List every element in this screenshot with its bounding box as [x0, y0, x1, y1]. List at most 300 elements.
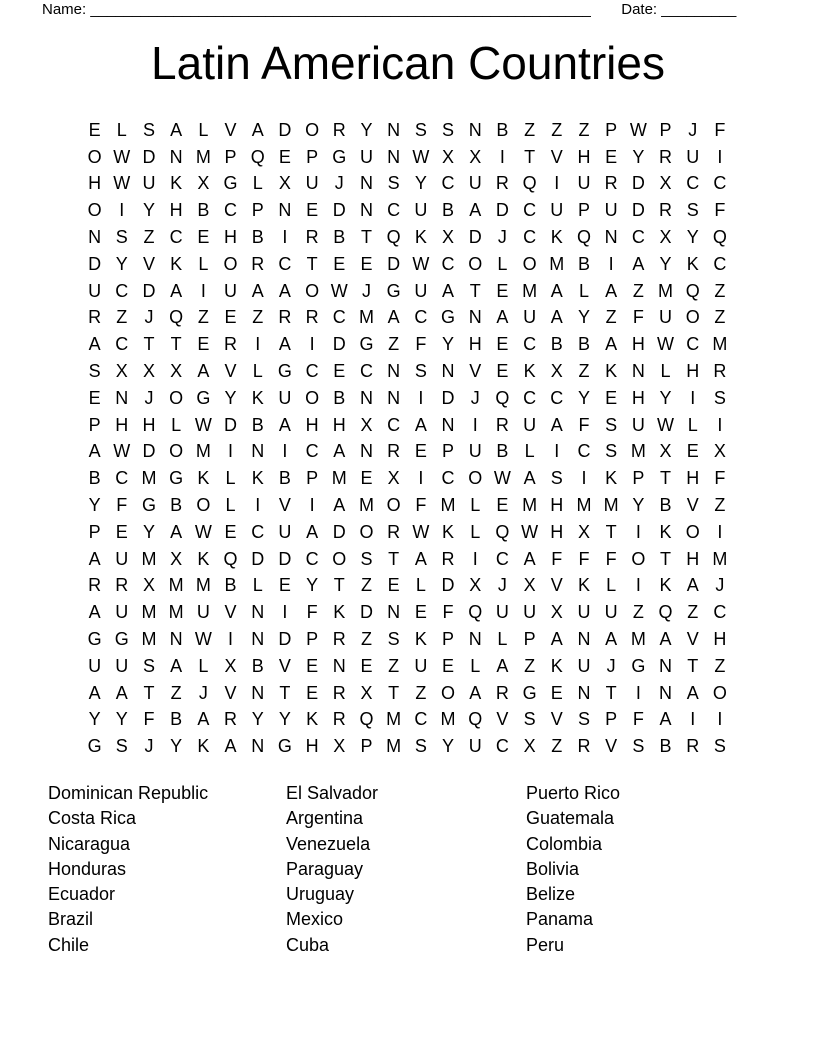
grid-letter-r4c12: C: [387, 200, 401, 221]
grid-letter-r2c16: I: [499, 146, 505, 167]
grid-letter-r2c17: T: [524, 146, 536, 167]
grid-letter-r6c1: D: [88, 253, 102, 274]
grid-letter-r3c17: Q: [522, 173, 537, 194]
grid-letter-r8c7: Z: [252, 307, 264, 328]
grid-letter-r11c18: C: [550, 387, 564, 408]
grid-letter-r14c12: X: [387, 468, 400, 489]
grid-letter-r23c21: F: [632, 709, 644, 730]
grid-letter-r22c12: T: [388, 682, 400, 703]
grid-letter-r2c5: M: [195, 146, 211, 167]
grid-letter-r22c18: E: [550, 682, 563, 703]
grid-letter-r20c11: Z: [360, 629, 372, 650]
grid-letter-r10c20: K: [605, 361, 618, 382]
grid-letter-r16c2: E: [115, 521, 128, 542]
grid-letter-r9c16: E: [496, 334, 509, 355]
grid-letter-r21c15: L: [470, 655, 481, 676]
grid-letter-r14c13: I: [418, 468, 424, 489]
grid-letter-r12c7: B: [251, 414, 264, 435]
grid-letter-r19c6: V: [224, 602, 237, 623]
grid-letter-r10c5: A: [197, 361, 210, 382]
grid-letter-r18c16: J: [497, 575, 507, 596]
grid-letter-r7c16: E: [496, 280, 509, 301]
grid-letter-r6c7: R: [251, 253, 265, 274]
grid-letter-r24c18: Z: [551, 736, 563, 757]
grid-letter-r19c4: M: [168, 602, 184, 623]
grid-letter-r11c13: I: [418, 387, 424, 408]
grid-letter-r17c5: K: [197, 548, 210, 569]
grid-letter-r16c21: I: [635, 521, 641, 542]
grid-letter-r7c15: T: [469, 280, 481, 301]
grid-letter-r6c5: L: [198, 253, 209, 274]
grid-letter-r15c2: F: [116, 495, 128, 516]
grid-letter-r5c5: E: [197, 227, 210, 248]
grid-letter-r22c8: T: [279, 682, 291, 703]
grid-letter-r22c7: N: [251, 682, 265, 703]
grid-letter-r6c15: O: [468, 253, 483, 274]
grid-letter-r5c23: Y: [686, 227, 699, 248]
grid-letter-r10c10: E: [333, 361, 346, 382]
grid-letter-r9c10: D: [332, 334, 346, 355]
grid-letter-r13c16: B: [496, 441, 509, 462]
grid-letter-r6c8: C: [278, 253, 292, 274]
grid-letter-r12c19: F: [578, 414, 590, 435]
grid-letter-r5c7: B: [251, 227, 264, 248]
grid-letter-r15c9: I: [309, 495, 315, 516]
date-blank-line: _________: [661, 1, 737, 18]
grid-letter-r21c6: X: [224, 655, 237, 676]
grid-letter-r18c23: A: [686, 575, 699, 596]
grid-letter-r20c22: A: [659, 629, 672, 650]
grid-letter-r24c6: A: [224, 736, 237, 757]
grid-letter-r24c7: N: [251, 736, 265, 757]
grid-letter-r23c14: M: [440, 709, 456, 730]
grid-letter-r3c14: C: [441, 173, 455, 194]
grid-letter-r2c7: Q: [250, 146, 265, 167]
grid-letter-r1c18: Z: [551, 119, 563, 140]
grid-letter-r18c11: Z: [360, 575, 372, 596]
grid-letter-r17c8: D: [278, 548, 292, 569]
grid-letter-r13c22: X: [659, 441, 672, 462]
grid-letter-r8c5: Z: [197, 307, 209, 328]
grid-letter-r20c4: N: [169, 629, 183, 650]
word-list-item: Dominican Republic: [48, 783, 209, 803]
grid-letter-r17c11: S: [360, 548, 373, 569]
grid-letter-r2c6: P: [224, 146, 237, 167]
grid-letter-r18c20: L: [606, 575, 617, 596]
grid-letter-r2c15: X: [469, 146, 482, 167]
grid-letter-r6c12: D: [387, 253, 401, 274]
grid-letter-r9c19: B: [577, 334, 590, 355]
grid-letter-r21c13: U: [414, 655, 428, 676]
grid-letter-r15c10: A: [333, 495, 346, 516]
grid-letter-r12c6: D: [224, 414, 238, 435]
grid-letter-r1c20: P: [605, 119, 618, 140]
grid-letter-r20c17: P: [523, 629, 536, 650]
grid-letter-r16c15: L: [470, 521, 481, 542]
grid-letter-r19c18: X: [550, 602, 563, 623]
grid-letter-r21c23: T: [687, 655, 699, 676]
grid-letter-r18c17: X: [523, 575, 536, 596]
word-list-item: Panama: [526, 909, 594, 930]
grid-letter-r19c7: N: [251, 602, 265, 623]
grid-letter-r24c8: G: [277, 736, 292, 757]
grid-letter-r23c9: K: [306, 709, 319, 730]
grid-letter-r16c23: O: [685, 521, 700, 542]
grid-letter-r15c19: M: [576, 495, 592, 516]
grid-letter-r6c24: C: [713, 253, 727, 274]
grid-letter-r16c20: T: [605, 521, 617, 542]
grid-letter-r16c5: W: [194, 521, 212, 542]
word-list-item: Bolivia: [526, 858, 580, 879]
grid-letter-r12c4: L: [171, 414, 182, 435]
grid-letter-r23c7: Y: [251, 709, 264, 730]
grid-letter-r19c16: U: [495, 602, 509, 623]
grid-letter-r18c4: M: [168, 575, 184, 596]
grid-letter-r6c4: K: [170, 253, 183, 274]
grid-letter-r2c24: I: [717, 146, 723, 167]
name-blank-line: ____________________________________________________________: [90, 1, 591, 18]
grid-letter-r17c14: R: [441, 548, 455, 569]
grid-letter-r3c5: X: [197, 173, 210, 194]
grid-letter-r4c15: A: [469, 200, 482, 221]
grid-letter-r9c7: I: [255, 334, 261, 355]
grid-letter-r22c2: A: [115, 682, 128, 703]
grid-letter-r8c2: Z: [116, 307, 128, 328]
grid-letter-r16c12: R: [387, 521, 401, 542]
grid-letter-r9c22: W: [657, 334, 675, 355]
grid-letter-r11c21: H: [631, 387, 645, 408]
grid-letter-r15c8: V: [278, 495, 291, 516]
word-list-item: Puerto Rico: [526, 783, 621, 803]
grid-letter-r12c15: I: [472, 414, 478, 435]
grid-letter-r22c3: T: [143, 682, 155, 703]
grid-letter-r15c22: B: [659, 495, 672, 516]
grid-letter-r16c13: W: [412, 521, 430, 542]
grid-letter-r13c2: W: [113, 441, 131, 462]
grid-letter-r14c23: H: [686, 468, 700, 489]
grid-letter-r1c22: P: [659, 119, 672, 140]
grid-letter-r19c24: C: [713, 602, 727, 623]
grid-letter-r20c15: N: [468, 629, 482, 650]
grid-letter-r12c23: L: [687, 414, 698, 435]
grid-letter-r21c5: L: [198, 655, 209, 676]
grid-letter-r23c1: Y: [88, 709, 101, 730]
grid-letter-r16c17: W: [521, 521, 539, 542]
word-list-item: Honduras: [48, 858, 127, 879]
grid-letter-r11c7: K: [251, 387, 264, 408]
grid-letter-r21c3: S: [142, 655, 155, 676]
grid-letter-r20c23: V: [686, 629, 699, 650]
grid-letter-r12c16: R: [495, 414, 509, 435]
grid-letter-r11c10: B: [333, 387, 346, 408]
grid-letter-r2c23: U: [686, 146, 700, 167]
grid-letter-r10c23: H: [686, 361, 700, 382]
grid-letter-r2c18: V: [550, 146, 563, 167]
grid-letter-r24c14: Y: [442, 736, 455, 757]
grid-letter-r13c8: I: [282, 441, 288, 462]
grid-letter-r12c21: U: [631, 414, 645, 435]
grid-letter-r18c19: K: [577, 575, 590, 596]
grid-letter-r24c2: S: [115, 736, 128, 757]
grid-letter-r19c12: N: [387, 602, 401, 623]
grid-letter-r24c19: R: [577, 736, 591, 757]
grid-letter-r11c15: J: [470, 387, 480, 408]
grid-letter-r21c22: N: [659, 655, 673, 676]
grid-letter-r20c21: M: [630, 629, 646, 650]
grid-letter-r4c2: I: [119, 200, 125, 221]
grid-letter-r13c19: C: [577, 441, 591, 462]
grid-letter-r4c22: R: [659, 200, 673, 221]
grid-letter-r1c21: W: [629, 119, 647, 140]
grid-letter-r16c6: E: [224, 521, 237, 542]
grid-letter-r9c6: R: [224, 334, 238, 355]
grid-letter-r8c18: A: [550, 307, 563, 328]
grid-letter-r23c20: P: [605, 709, 618, 730]
grid-letter-r7c5: I: [200, 280, 206, 301]
grid-letter-r2c14: X: [442, 146, 455, 167]
grid-letter-r11c20: E: [605, 387, 618, 408]
grid-letter-r13c9: C: [305, 441, 319, 462]
grid-letter-r11c16: Q: [495, 387, 510, 408]
grid-letter-r1c5: L: [198, 119, 209, 140]
grid-letter-r5c8: I: [282, 227, 288, 248]
grid-letter-r8c8: R: [278, 307, 292, 328]
grid-letter-r11c12: N: [387, 387, 401, 408]
grid-letter-r7c22: M: [658, 280, 674, 301]
word-list-item: Costa Rica: [48, 808, 137, 829]
grid-letter-r17c1: A: [88, 548, 101, 569]
grid-letter-r18c13: L: [415, 575, 426, 596]
word-list-item: Venezuela: [286, 833, 371, 854]
grid-letter-r24c10: X: [333, 736, 346, 757]
grid-letter-r21c2: U: [115, 655, 129, 676]
grid-letter-r19c2: U: [115, 602, 129, 623]
grid-letter-r11c1: E: [88, 387, 101, 408]
grid-letter-r4c1: O: [87, 200, 102, 221]
grid-letter-r21c7: B: [251, 655, 264, 676]
grid-letter-r6c17: O: [522, 253, 537, 274]
grid-letter-r16c22: K: [659, 521, 672, 542]
grid-letter-r24c17: X: [523, 736, 536, 757]
grid-letter-r14c24: F: [714, 468, 726, 489]
grid-letter-r23c4: B: [170, 709, 183, 730]
grid-letter-r7c13: U: [414, 280, 428, 301]
grid-letter-r20c20: A: [605, 629, 618, 650]
grid-letter-r20c18: A: [550, 629, 563, 650]
grid-letter-r15c3: G: [141, 495, 156, 516]
grid-letter-r14c22: T: [660, 468, 672, 489]
grid-letter-r12c11: X: [360, 414, 373, 435]
grid-letter-r19c14: F: [442, 602, 454, 623]
grid-letter-r5c22: X: [659, 227, 672, 248]
grid-letter-r14c9: P: [306, 468, 319, 489]
grid-letter-r14c19: I: [581, 468, 587, 489]
grid-letter-r9c12: Z: [388, 334, 400, 355]
grid-letter-r22c22: N: [659, 682, 673, 703]
grid-letter-r20c8: D: [278, 629, 292, 650]
grid-letter-r9c9: I: [309, 334, 315, 355]
grid-letter-r20c19: N: [577, 629, 591, 650]
grid-letter-r13c23: E: [686, 441, 699, 462]
grid-letter-r10c22: L: [660, 361, 671, 382]
grid-letter-r9c4: T: [170, 334, 182, 355]
page-title: Latin American Countries: [151, 37, 665, 89]
grid-letter-r14c11: E: [360, 468, 373, 489]
word-list-item: Ecuador: [48, 884, 116, 905]
grid-letter-r5c13: K: [414, 227, 427, 248]
grid-letter-r12c20: S: [605, 414, 618, 435]
grid-letter-r24c22: B: [659, 736, 672, 757]
grid-letter-r18c8: E: [278, 575, 291, 596]
grid-letter-r3c20: R: [604, 173, 618, 194]
grid-letter-r3c4: K: [170, 173, 183, 194]
grid-letter-r6c18: M: [549, 253, 565, 274]
grid-letter-r21c24: Z: [714, 655, 726, 676]
grid-letter-r17c20: F: [605, 548, 617, 569]
grid-letter-r15c21: Y: [632, 495, 645, 516]
grid-letter-r1c23: J: [688, 119, 698, 140]
grid-letter-r23c2: Y: [115, 709, 128, 730]
word-list-item: Guatemala: [526, 808, 615, 829]
grid-letter-r23c6: R: [224, 709, 238, 730]
grid-letter-r23c19: S: [577, 709, 590, 730]
grid-letter-r1c24: F: [714, 119, 726, 140]
grid-letter-r1c13: S: [414, 119, 427, 140]
grid-letter-r9c3: T: [143, 334, 155, 355]
grid-letter-r16c24: I: [717, 521, 723, 542]
grid-letter-r2c4: N: [169, 146, 183, 167]
grid-letter-r15c24: Z: [714, 495, 726, 516]
grid-letter-r23c11: Q: [359, 709, 374, 730]
grid-letter-r20c13: K: [414, 629, 427, 650]
grid-letter-r18c15: X: [469, 575, 482, 596]
grid-letter-r22c23: A: [686, 682, 699, 703]
grid-letter-r12c18: A: [550, 414, 563, 435]
grid-letter-r15c17: M: [522, 495, 538, 516]
grid-letter-r13c15: U: [468, 441, 482, 462]
grid-letter-r22c10: R: [332, 682, 346, 703]
grid-letter-r24c4: Y: [170, 736, 183, 757]
grid-letter-r13c14: P: [442, 441, 455, 462]
grid-letter-r4c8: N: [278, 200, 292, 221]
grid-letter-r22c9: E: [306, 682, 319, 703]
grid-letter-r4c6: C: [224, 200, 238, 221]
grid-letter-r3c1: H: [88, 173, 102, 194]
grid-letter-r10c18: X: [550, 361, 563, 382]
grid-letter-r17c6: Q: [223, 548, 238, 569]
grid-letter-r1c3: S: [142, 119, 155, 140]
grid-letter-r4c3: Y: [142, 200, 155, 221]
grid-letter-r2c1: O: [87, 146, 102, 167]
grid-letter-r10c13: S: [414, 361, 427, 382]
grid-letter-r15c20: M: [603, 495, 619, 516]
grid-letter-r23c23: I: [690, 709, 696, 730]
grid-letter-r1c7: A: [251, 119, 264, 140]
name-label: Name:: [42, 1, 87, 18]
grid-letter-r16c3: Y: [142, 521, 155, 542]
grid-letter-r5c19: Q: [576, 227, 591, 248]
grid-letter-r13c3: D: [142, 441, 156, 462]
grid-letter-r17c15: I: [472, 548, 478, 569]
grid-letter-r4c16: D: [495, 200, 509, 221]
grid-letter-r2c3: D: [142, 146, 156, 167]
grid-letter-r9c14: Y: [442, 334, 455, 355]
grid-letter-r7c12: G: [386, 280, 401, 301]
grid-letter-r3c12: S: [387, 173, 400, 194]
grid-letter-r21c8: V: [278, 655, 291, 676]
grid-letter-r20c5: W: [194, 629, 212, 650]
grid-letter-r12c9: H: [305, 414, 319, 435]
grid-letter-r3c9: U: [305, 173, 319, 194]
grid-letter-r20c6: I: [228, 629, 234, 650]
grid-letter-r7c7: A: [251, 280, 264, 301]
grid-letter-r13c11: N: [359, 441, 373, 462]
word-list-item: Uruguay: [286, 884, 355, 905]
grid-letter-r21c11: E: [360, 655, 373, 676]
grid-letter-r4c11: N: [359, 200, 373, 221]
grid-letter-r11c5: G: [196, 387, 211, 408]
grid-letter-r3c24: C: [713, 173, 727, 194]
grid-letter-r12c3: H: [142, 414, 156, 435]
grid-letter-r24c24: S: [713, 736, 726, 757]
grid-letter-r4c5: B: [197, 200, 210, 221]
grid-letter-r3c15: U: [468, 173, 482, 194]
grid-letter-r20c9: P: [306, 629, 319, 650]
grid-letter-r22c16: R: [495, 682, 509, 703]
grid-letter-r8c19: Y: [577, 307, 590, 328]
grid-letter-r5c10: B: [333, 227, 346, 248]
grid-letter-r2c8: E: [278, 146, 291, 167]
grid-letter-r10c1: S: [88, 361, 101, 382]
grid-letter-r3c8: X: [278, 173, 291, 194]
grid-letter-r8c9: R: [305, 307, 319, 328]
grid-letter-r15c6: L: [225, 495, 236, 516]
grid-letter-r19c23: Z: [687, 602, 699, 623]
grid-letter-r17c3: M: [141, 548, 157, 569]
grid-letter-r11c8: U: [278, 387, 292, 408]
grid-letter-r21c9: E: [306, 655, 319, 676]
grid-letter-r6c3: V: [142, 253, 155, 274]
grid-letter-r9c21: H: [631, 334, 645, 355]
grid-letter-r6c20: I: [608, 253, 614, 274]
grid-letter-r10c24: R: [713, 361, 727, 382]
grid-letter-r17c12: T: [388, 548, 400, 569]
grid-letter-r18c5: M: [195, 575, 211, 596]
grid-letter-r18c2: R: [115, 575, 129, 596]
grid-letter-r4c17: C: [523, 200, 537, 221]
grid-letter-r3c11: N: [359, 173, 373, 194]
date-label: Date:: [621, 1, 658, 18]
grid-letter-r13c17: L: [524, 441, 535, 462]
grid-letter-r23c15: Q: [468, 709, 483, 730]
grid-letter-r3c16: R: [495, 173, 509, 194]
grid-letter-r18c24: J: [715, 575, 725, 596]
grid-letter-r1c9: O: [305, 119, 320, 140]
grid-letter-r21c1: U: [88, 655, 102, 676]
grid-letter-r10c6: V: [224, 361, 237, 382]
grid-letter-r4c14: B: [442, 200, 455, 221]
grid-letter-r24c23: R: [686, 736, 700, 757]
grid-letter-r21c17: Z: [524, 655, 536, 676]
grid-letter-r13c10: A: [333, 441, 346, 462]
grid-letter-r5c3: Z: [143, 227, 155, 248]
grid-letter-r5c1: N: [88, 227, 102, 248]
grid-letter-r5c12: Q: [386, 227, 401, 248]
grid-letter-r9c20: A: [605, 334, 618, 355]
grid-letter-r14c17: A: [523, 468, 536, 489]
grid-letter-r9c11: G: [359, 334, 374, 355]
grid-letter-r23c18: V: [550, 709, 563, 730]
